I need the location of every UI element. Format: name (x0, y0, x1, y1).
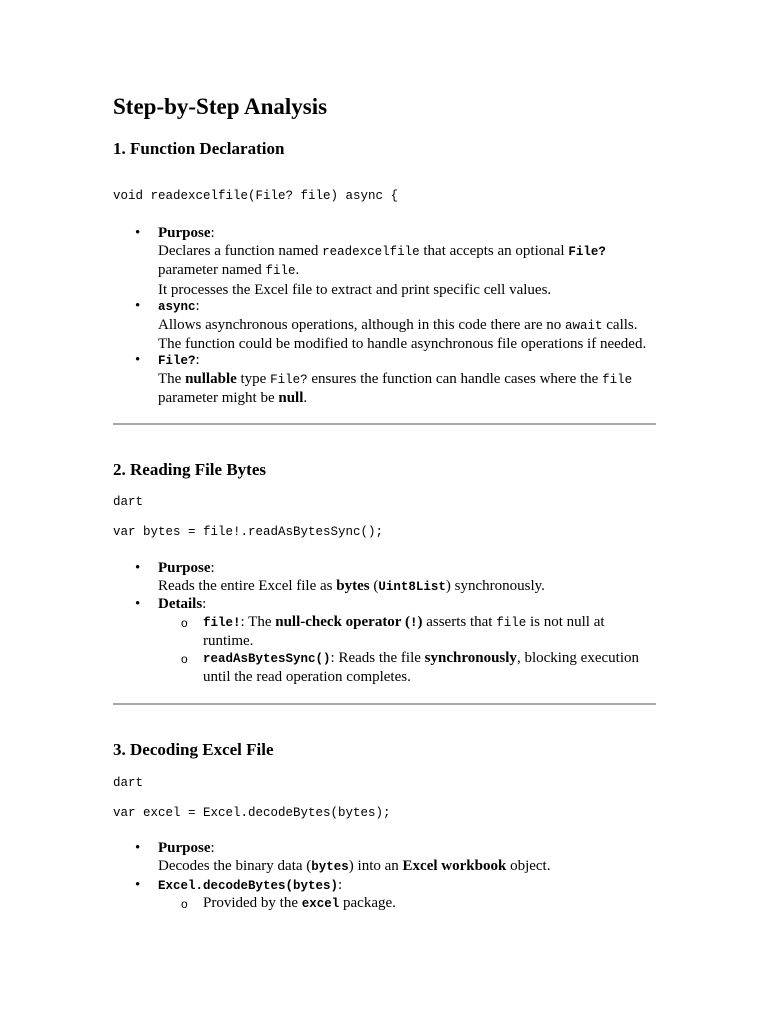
item-text: asserts that (422, 614, 497, 630)
item-text: until the read operation completes. (203, 669, 411, 686)
item-label: File? (158, 354, 196, 368)
section-1-heading: 1. Function Declaration (113, 139, 285, 158)
inline-code: bytes (311, 860, 349, 875)
list-item-purpose: Purpose: Declares a function named readexcelfile that accepts an optional File? parameter named file. It processes the Excel file to extract and print specific cell values. (158, 224, 656, 299)
inline-code: Uint8List (378, 580, 446, 595)
item-label: Purpose (158, 560, 211, 576)
item-text: parameter named (158, 262, 266, 279)
section-3-heading: 3. Decoding Excel File (113, 740, 274, 759)
section-2-heading: 2. Reading File Bytes (113, 460, 266, 479)
item-text: null-check operator ( (275, 614, 410, 630)
item-label: Purpose (158, 225, 211, 241)
list-item-purpose: Purpose: Reads the entire Excel file as bytes (Uint8List) synchronously. (158, 560, 545, 595)
item-text: It processes the Excel file to extract and print specific cell values. (158, 281, 552, 298)
item-text: synchronously (424, 650, 517, 666)
inline-code: excel (301, 897, 340, 911)
bullet-icon: • (135, 596, 141, 612)
item-text: The function could be modified to handle asynchronous file operations if needed. (158, 336, 647, 353)
item-text: The (158, 371, 186, 388)
item-text: runtime. (203, 633, 254, 650)
item-text: Provided by the (203, 895, 302, 911)
item-text: ) synchronously. (445, 578, 545, 595)
list-item-async: async: Allows asynchronous operations, although in this code there are no await calls. The function could be modified to handle asynchronous file operations if needed. (158, 297, 656, 354)
inline-code: File? (568, 245, 606, 260)
item-text: parameter might be (158, 390, 279, 407)
list-item-purpose: Purpose: Decodes the binary data (bytes) into an Excel workbook object. (158, 840, 551, 875)
item-text: type (236, 371, 271, 388)
item-text: that accepts an optional (419, 243, 569, 260)
section-2-code: var bytes = file!.readAsBytesSync(); (113, 525, 384, 539)
sub-bullet-icon: o (181, 652, 188, 666)
item-text: calls. (602, 317, 638, 334)
horizontal-rule (113, 703, 656, 705)
sub-bullet-icon: o (181, 616, 188, 630)
bullet-icon: • (135, 352, 141, 368)
item-text: is not null at (526, 614, 605, 630)
bullet-icon: • (135, 877, 141, 893)
item-text: Allows asynchronous operations, although in this code there are no (158, 317, 565, 334)
code-language-label: dart (113, 776, 144, 790)
item-text: package. (339, 895, 396, 911)
item-text: object. (506, 858, 551, 875)
item-text: Declares a function named (158, 243, 323, 260)
item-label: Excel.decodeBytes(bytes) (158, 879, 339, 893)
bullet-icon: • (135, 560, 141, 576)
item-text: ) (417, 614, 423, 630)
inline-code: ! (409, 616, 418, 630)
item-label: Details (158, 596, 203, 612)
item-text: bytes (336, 578, 370, 595)
list-item-decodebytes: Excel.decodeBytes(bytes): (158, 877, 343, 893)
item-text: Excel workbook (402, 858, 507, 875)
inline-code: file (496, 616, 527, 630)
item-text: , blocking execution (516, 650, 639, 666)
sub-list-item (203, 894, 656, 913)
code-language-label: dart (113, 495, 144, 509)
item-text: Reads the entire Excel file as (158, 578, 337, 595)
inline-code: readexcelfile (322, 245, 420, 260)
list-item-file-nullable: File?: The nullable type File? ensures the function can handle cases where the file parameter might be null. (158, 352, 633, 407)
bullet-icon: • (135, 840, 141, 856)
inline-code: file (602, 373, 633, 388)
item-text: ( (369, 578, 379, 595)
sub-list-item (203, 649, 656, 686)
section-1-code: void readexcelfile(File? file) async { (113, 189, 399, 203)
inline-code: file (265, 264, 296, 279)
item-text: ) into an (348, 858, 403, 875)
item-text: . (295, 262, 300, 279)
item-text: : The (240, 614, 276, 630)
inline-code: readAsBytesSync() (203, 652, 331, 666)
page-title: Step-by-Step Analysis (113, 94, 328, 119)
inline-code: await (565, 319, 603, 334)
inline-code: file! (203, 616, 241, 630)
item-text: null (278, 390, 304, 407)
horizontal-rule (113, 423, 656, 425)
inline-code: File? (270, 373, 308, 388)
item-text: nullable (185, 371, 237, 388)
bullet-icon: • (135, 298, 141, 314)
item-text: . (303, 390, 308, 407)
item-label: async (158, 300, 196, 314)
sub-bullet-icon: o (181, 897, 188, 911)
bullet-icon: • (135, 225, 141, 241)
sub-list-item (203, 613, 656, 650)
item-text: Decodes the binary data ( (158, 858, 312, 875)
item-label: Purpose (158, 840, 211, 856)
list-item-details: Details: (158, 596, 207, 612)
section-3-code: var excel = Excel.decodeBytes(bytes); (113, 806, 391, 820)
item-text: ensures the function can handle cases where the (307, 371, 603, 388)
item-text: : Reads the file (330, 650, 425, 666)
